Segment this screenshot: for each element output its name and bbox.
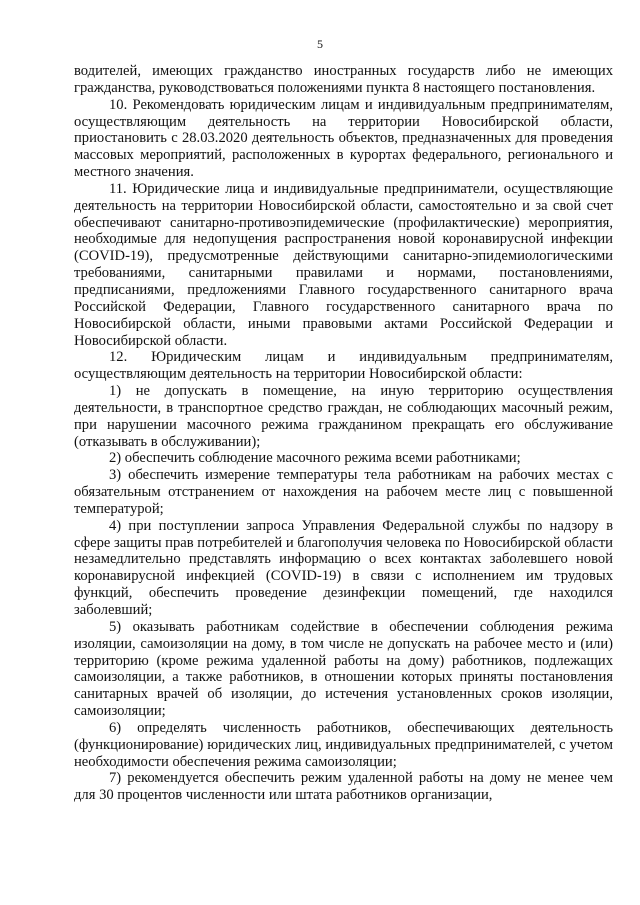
paragraph-item-11: 11. Юридические лица и индивидуальные предприниматели, осуществляющие деятельность на территории Новосибирской области, самостоятельно и за свой счет обеспечивают санитарно-противоэпидемические (профилактические) мероприятия, необходимые для недопущения распространения новой коронавирусной инфекции (COVID-19), предусмотренные действующими санитарно-эпидемиологическими требованиями, санитарными правилами и нормами, постановлениями, предписаниями, предложениями Главного государственного санитарного врача Российской Федерации, Главного государственного санитарного врача по Новосибирской области, иными правовыми актами Российской Федерации и Новосибирской области.	[74, 180, 613, 349]
subitem-4: 4) при поступлении запроса Управления Федеральной службы по надзору в сфере защиты прав потребителей и благополучия человека по Новосибирской области незамедлительно представлять информацию о всех контактах заболевшего новой коронавирусной инфекцией (COVID-19) в связи с исполнением им трудовых функций, обеспечить проведение дезинфекции помещений, где находился заболевший;	[74, 517, 613, 618]
document-body	[74, 63, 613, 804]
page-number: 5	[317, 37, 323, 51]
subitem-1: 1) не допускать в помещение, на иную территорию осуществления деятельности, в транспортное средство граждан, не соблюдающих масочный режим, при нарушении масочного режима гражданином прекращать его обслуживание (отказывать в обслуживании);	[74, 383, 613, 450]
paragraph-item-10: 10. Рекомендовать юридическим лицам и индивидуальным предпринимателям, осуществляющим деятельность на территории Новосибирской области, приостановить с 28.03.2020 деятельность объектов, предназначенных для проведения массовых мероприятий, расположенных в курортах федерального, регионального и местного значения.	[74, 96, 613, 181]
subitem-5: 5) оказывать работникам содействие в обеспечении соблюдения режима изоляции, самоизоляции на дому, в том числе не допускать на рабочее место и (или) территорию (кроме режима удаленной работы на дому) работников, подлежащих самоизоляции, а также работников, в отношении которых приняты постановления санитарных врачей об изоляции, до истечения установленных сроков изоляции, самоизоляции;	[74, 618, 613, 720]
paragraph-continuation: водителей, имеющих гражданство иностранных государств либо не имеющих гражданства, руководствоваться положениями пункта 8 настоящего постановления.	[74, 63, 613, 96]
subitem-3: 3) обеспечить измерение температуры тела работникам на рабочих местах с обязательным отстранением от нахождения на рабочем месте лиц с повышенной температурой;	[74, 467, 613, 517]
paragraph-item-12: 12. Юридическим лицам и индивидуальным предпринимателям, осуществляющим деятельность на территории Новосибирской области:	[74, 349, 613, 383]
subitem-6: 6) определять численность работников, обеспечивающих деятельность (функционирование) юридических лиц, индивидуальных предпринимателей, с учетом необходимости обеспечения режима самоизоляции;	[74, 719, 613, 770]
subitem-7: 7) рекомендуется обеспечить режим удаленной работы на дому не менее чем для 30 процентов численности или штата работников организации,	[74, 770, 613, 804]
subitem-2: 2) обеспечить соблюдение масочного режима всеми работниками;	[109, 450, 521, 467]
